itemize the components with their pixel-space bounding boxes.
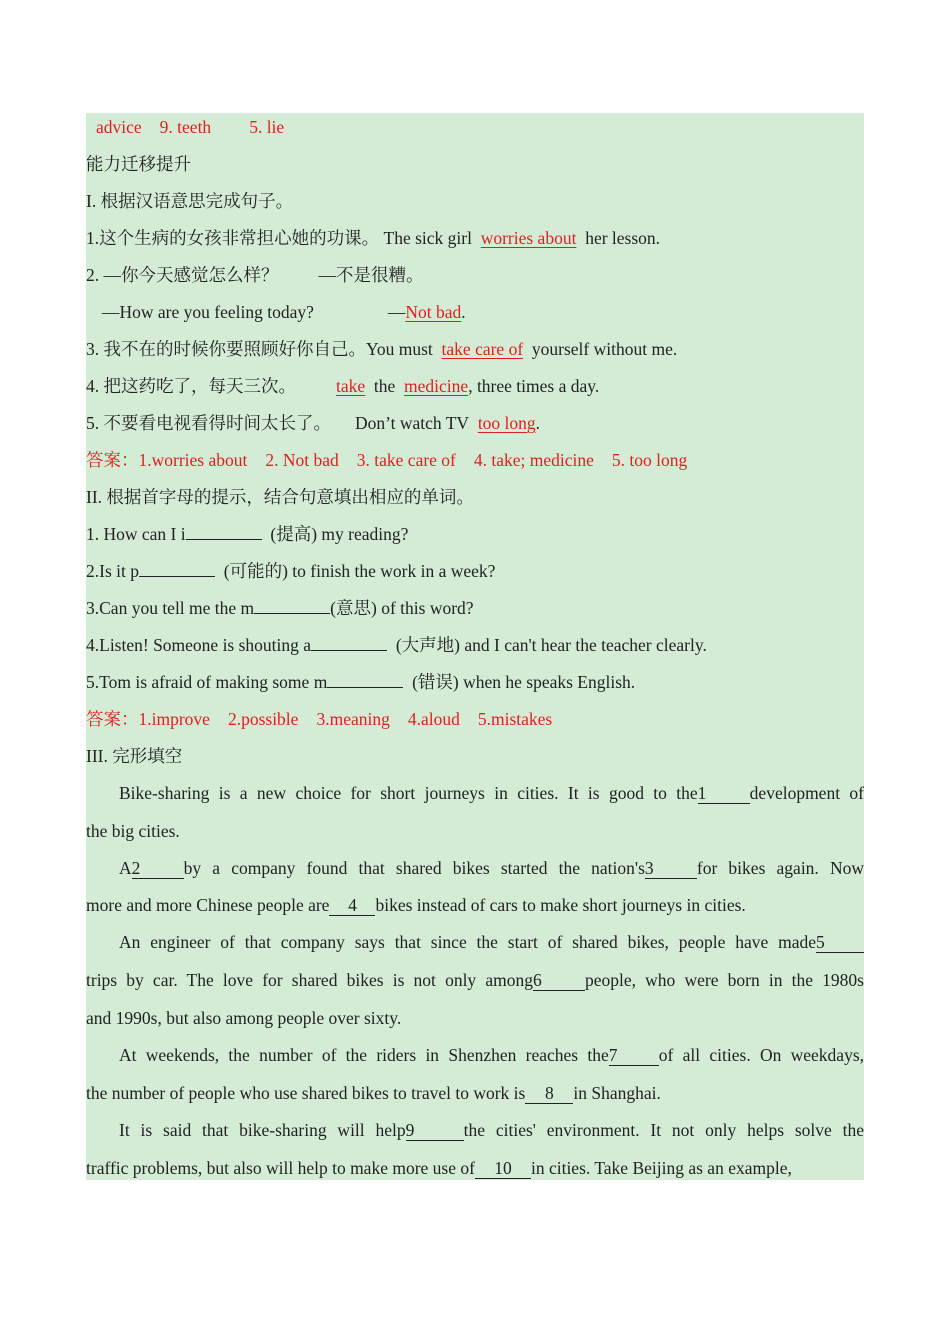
part1-question-5: 5. 不要看电视看得时间太长了。 Don’t watch TV too long.	[86, 413, 541, 433]
part1-answers: 答案：1.worries about 2. Not bad 3. take care of 4. take; medicine 5. too long	[86, 450, 688, 470]
cloze-line-2: the big cities.	[86, 821, 180, 841]
part3-heading: III. 完形填空	[86, 746, 183, 766]
part1-question-2-en: —How are you feeling today? —Not bad.	[102, 302, 466, 322]
cloze-blank[interactable]: 7	[609, 1045, 659, 1066]
part1-question-4: 4. 把这药吃了，每天三次。 take the medicine, three times a day.	[86, 376, 600, 396]
part1-question-1: 1.这个生病的女孩非常担心她的功课。 The sick girl worries about her lesson.	[86, 228, 661, 248]
cloze-blank[interactable]: 8	[525, 1083, 573, 1104]
cloze-blank[interactable]: 9	[406, 1120, 464, 1141]
answer-text: too long	[477, 413, 536, 433]
fill-blank[interactable]	[139, 576, 215, 577]
answer-line-top: advice 9. teeth 5. lie	[96, 117, 285, 137]
cloze-line-11: traffic problems, but also will help to make more use of 10 in cities. Take Beijing as an example,	[86, 1158, 792, 1178]
part2-answers: 答案：1.improve 2.possible 3.meaning 4.aloud 5.mistakes	[86, 709, 553, 729]
part2-question-5: 5.Tom is afraid of making some m (错误) when he speaks English.	[86, 672, 636, 692]
cloze-line-9: the number of people who use shared bikes to travel to work is 8 in Shanghai.	[86, 1083, 661, 1103]
fill-blank[interactable]	[254, 613, 330, 614]
cloze-line-1: Bike-sharing is a new choice for short journeys in cities. It is good to the1 development of	[119, 783, 864, 803]
part2-heading: II. 根据首字母的提示，结合句意填出相应的单词。	[86, 487, 474, 507]
cloze-line-4: more and more Chinese people are 4 bikes instead of cars to make short journeys in cities.	[86, 895, 746, 915]
answer-text: take care of	[441, 339, 524, 359]
cloze-blank[interactable]: 2	[132, 858, 184, 879]
cloze-line-5: An engineer of that company says that since the start of shared bikes, people have made5	[86, 930, 864, 954]
cloze-blank[interactable]: 6	[533, 970, 585, 991]
answer-text: take	[336, 376, 366, 396]
part1-question-3: 3. 我不在的时候你要照顾好你自己。You must take care of yourself without me.	[86, 339, 678, 359]
part2-question-2: 2.Is it p (可能的) to finish the work in a week?	[86, 561, 496, 581]
cloze-blank[interactable]: 3	[645, 858, 697, 879]
part1-heading: I. 根据汉语意思完成句子。	[86, 191, 294, 211]
answer-text: Not bad	[405, 302, 462, 322]
fill-blank[interactable]	[327, 687, 403, 688]
part2-question-1: 1. How can I i (提高) my reading?	[86, 524, 409, 544]
section-title: 能力迁移提升	[86, 154, 191, 174]
cloze-line-8: At weekends, the number of the riders in Shenzhen reaches the7 of all cities. On weekdays,	[119, 1045, 865, 1065]
cloze-blank[interactable]: 1	[698, 783, 750, 804]
answer-text: medicine	[404, 376, 469, 396]
part2-question-4: 4.Listen! Someone is shouting a (大声地) and I can't hear the teacher clearly.	[86, 635, 707, 655]
answer-text: worries about	[480, 228, 577, 248]
part1-question-2-zh: 2. —你今天感觉怎么样？ —不是很糟。	[86, 265, 424, 285]
cloze-line-6: trips by car. The love for shared bikes is not only among6 people, who were born in the 1980s	[86, 970, 864, 990]
cloze-line-3: A2 by a company found that shared bikes started the nation's3 for bikes again. Now	[119, 858, 864, 878]
cloze-line-7: and 1990s, but also among people over sixty.	[86, 1008, 402, 1028]
cloze-blank[interactable]: 4	[329, 895, 375, 916]
cloze-blank[interactable]: 5	[816, 932, 864, 953]
part2-question-3: 3.Can you tell me the m (意思) of this word?	[86, 598, 474, 618]
fill-blank[interactable]	[311, 650, 387, 651]
fill-blank[interactable]	[186, 539, 262, 540]
cloze-line-10: It is said that bike-sharing will help9 the cities' environment. It not only helps solve the	[119, 1120, 864, 1140]
cloze-blank[interactable]: 10	[475, 1158, 531, 1179]
